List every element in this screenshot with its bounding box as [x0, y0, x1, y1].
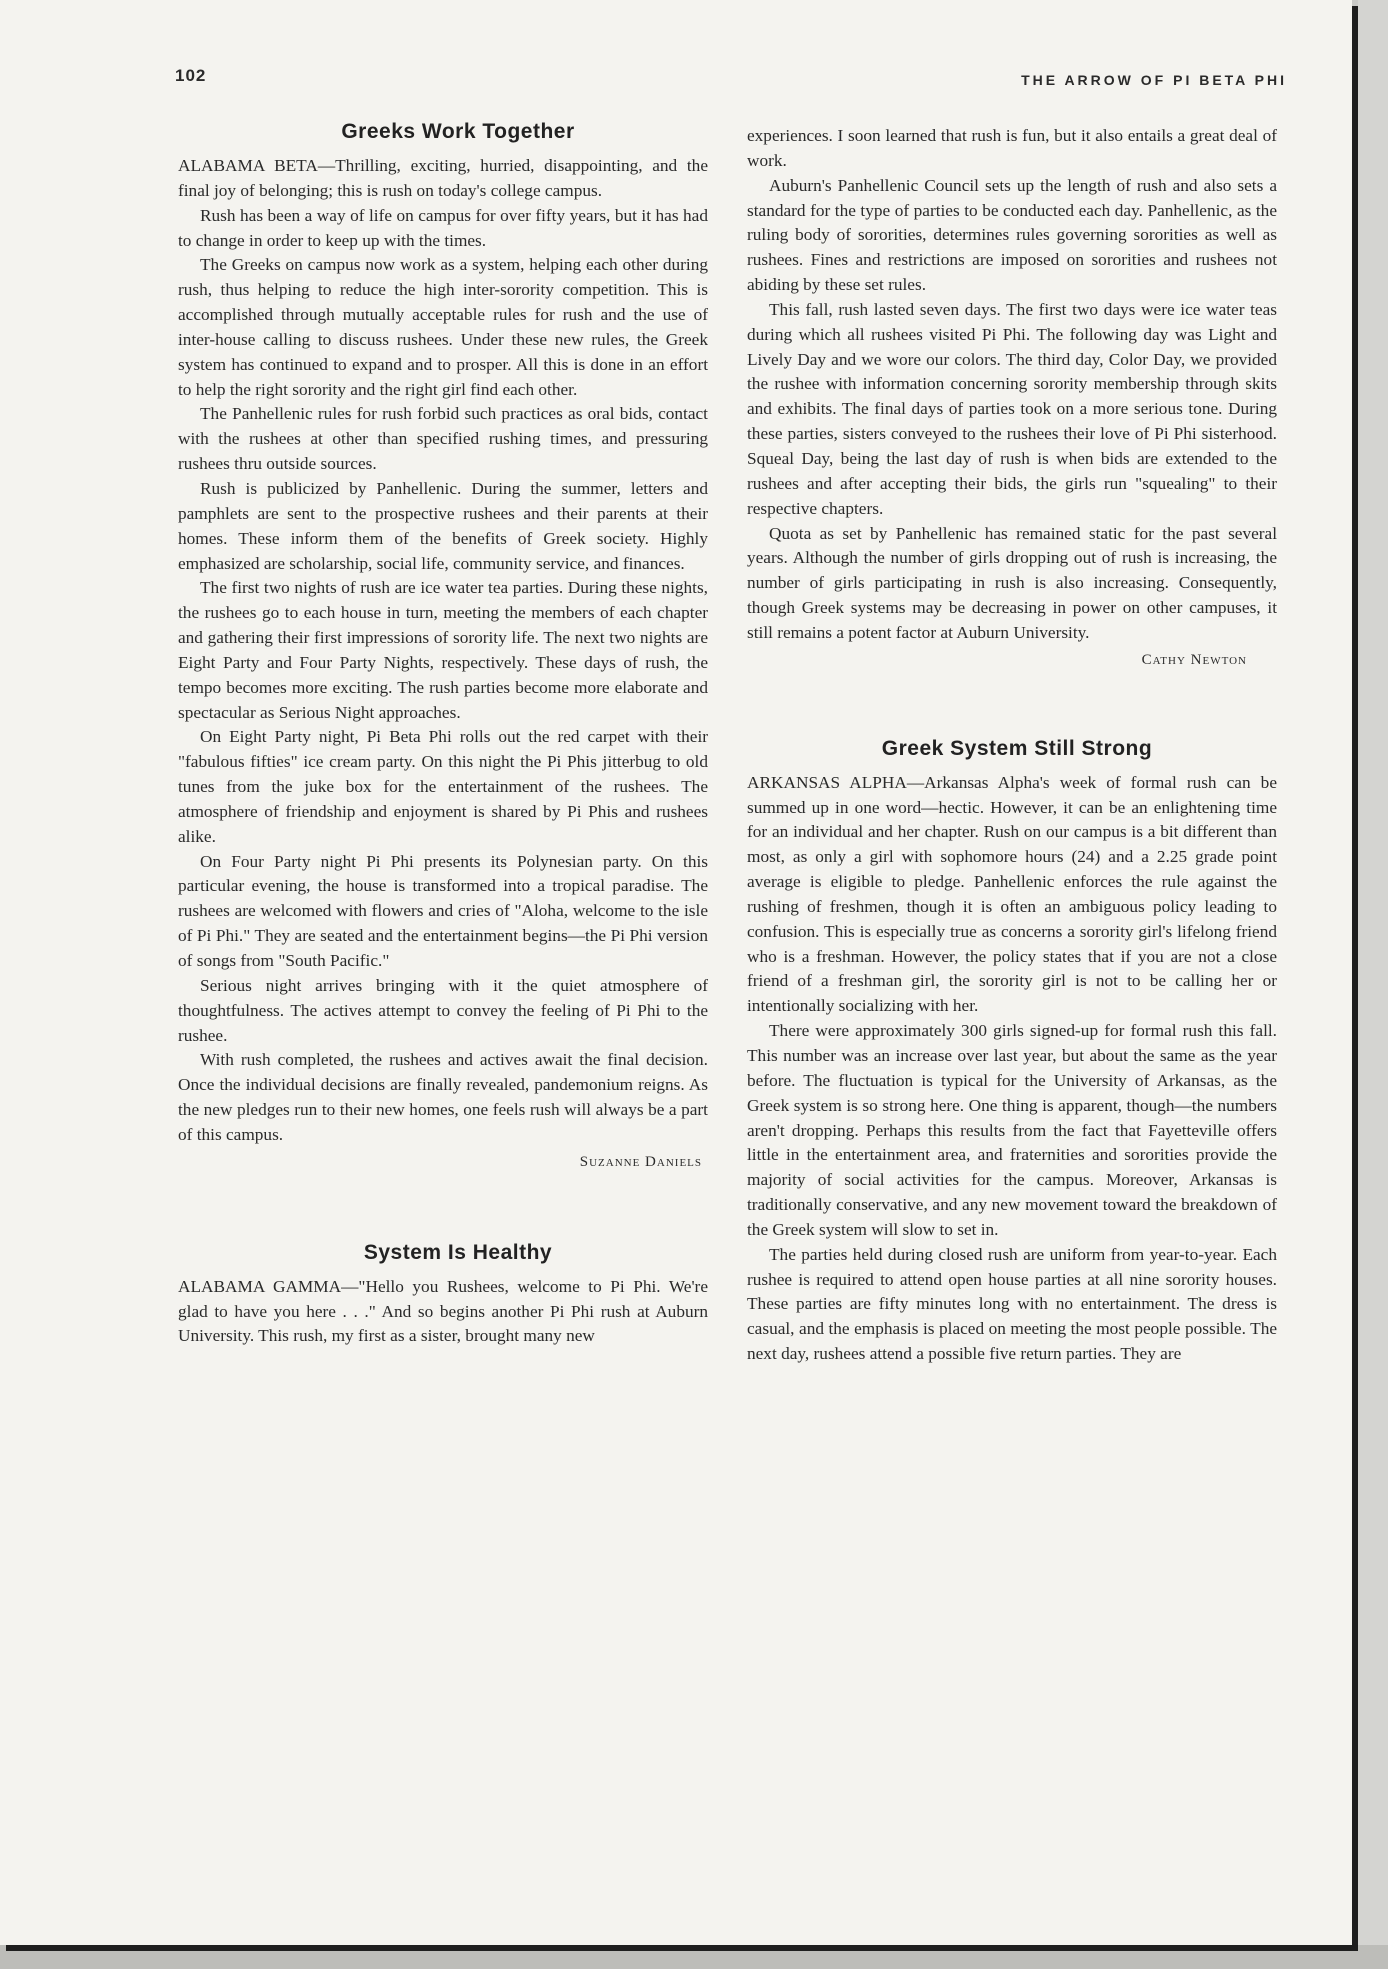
scan-edge-bottom: [0, 1945, 1388, 1969]
scan-edge-right: [1358, 0, 1388, 1969]
running-title: THE ARROW OF PI BETA PHI: [1021, 72, 1287, 88]
article-paragraph: This fall, rush lasted seven days. The first two days were ice water teas during which all rushees visited Pi Phi. The following day was Light and Lively Day and we wore our colors. The third day, Color Day, we provided the rushee with information concerning sorority membership through skits and exhibits. The final days of parties took on a more serious tone. During these parties, sisters conveyed to the rushees their love of Pi Phi sisterhood. Squeal Day, being the last day of rush is when bids are extended to the rushees and after accepting their bids, the girls run "squealing" to their respective chapters.: [747, 299, 1277, 518]
article-paragraph: Auburn's Panhellenic Council sets up the length of rush and also sets a standard for the type of parties to be conducted each day. Panhellenic, as the ruling body of sororities, determines rules governing sororities as well as rushees. Fines and restrictions are imposed on sororities and rushees not abiding by these set rules.: [747, 175, 1277, 295]
section-gap: [178, 1171, 708, 1241]
article-paragraph: The parties held during closed rush are uniform from year-to-year. Each rushee is required to attend open house parties at all nine sorority houses. These parties are fifty minutes long with no entertainment. The dress is casual, and the emphasis is placed on meeting the most people possible. The next day, rushees attend a possible five return parties. They are: [747, 1244, 1277, 1364]
article-paragraph: The Greeks on campus now work as a system, helping each other during rush, thus helping to reduce the high inter-sorority competition. This is accomplished through mutually acceptable rules for rush and the use of inter-house calling to discuss rushees. Under these new rules, the Greek system has continued to expand and to prosper. All this is done in an effort to help the right sorority and the right girl find each other.: [178, 255, 708, 399]
article-title-system-is-healthy: System Is Healthy: [363, 1240, 553, 1264]
author-signature: Suzanne Daniels: [579, 1153, 702, 1170]
article-title-greeks-work-together: Greeks Work Together: [341, 120, 575, 143]
section-gap: [747, 669, 1277, 737]
article-paragraph: Serious night arrives bringing with it the quiet atmosphere of thoughtfulness. The actives attempt to convey the feeling of Pi Phi to the rushee.: [178, 975, 708, 1045]
article-paragraph: On Eight Party night, Pi Beta Phi rolls out the red carpet with their "fabulous fifties" ice cream party. On this night the Pi Phis jitterbug to old tunes from the juke box for the entertainment of the rushees. The atmosphere of friendship and enjoyment is shared by Pi Phis and rushees alike.: [178, 727, 708, 846]
author-signature: Cathy Newton: [1141, 651, 1247, 668]
article-paragraph: There were approximately 300 girls signed-up for formal rush this fall. This number was an increase over last year, but about the same as the year before. The fluctuation is typical for the University of Arkansas, as the Greek system is so strong here. One thing is apparent, though—the numbers aren't dropping. Perhaps this results from the fact that Fayetteville offers little in the entertainment area, and fraternities and sororities provide the majority of social activities for the campus. Moreover, Arkansas is traditionally conservative, and any new movement toward the breakdown of the Greek system will slow to set in.: [747, 1021, 1277, 1239]
right-column: [747, 124, 1277, 1367]
left-column: [178, 120, 708, 1349]
article-paragraph: ALABAMA BETA—Thrilling, exciting, hurried, disappointing, and the final joy of belonging; this is rush on today's college campus.: [178, 156, 708, 200]
article-paragraph: Quota as set by Panhellenic has remained static for the past several years. Although the number of girls dropping out of rush is increasing, the number of girls participating in rush is also increasing. Consequently, though Greek systems may be decreasing in power on other campuses, it still remains a potent factor at Auburn University.: [747, 523, 1277, 642]
article-paragraph: On Four Party night Pi Phi presents its Polynesian party. On this particular evening, the house is transformed into a tropical paradise. The rushees are welcomed with flowers and cries of "Aloha, welcome to the isle of Pi Phi." They are seated and the entertainment begins—the Pi Phi version of songs from "South Pacific.": [178, 851, 708, 970]
article-title-greek-system-still-strong: Greek System Still Strong: [881, 736, 1153, 760]
article-paragraph: The Panhellenic rules for rush forbid such practices as oral bids, contact with the rushees at other than specified rushing times, and pressuring rushees thru outside sources.: [178, 404, 708, 474]
article-paragraph: experiences. I soon learned that rush is fun, but it also entails a great deal of work.: [747, 126, 1277, 170]
article-paragraph: Rush is publicized by Panhellenic. During the summer, letters and pamphlets are sent to the prospective rushees and their parents at their homes. These inform them of the benefits of Greek society. Highly emphasized are scholarship, social life, community service, and finances.: [178, 478, 708, 573]
article-paragraph: ARKANSAS ALPHA—Arkansas Alpha's week of formal rush can be summed up in one word—hectic. However, it can be an enlightening time for an individual and her chapter. Rush on our campus is a bit different than most, as only a girl with sophomore hours (24) and a 2.25 grade point average is eligible to pledge. Panhellenic enforces the rule against the rushing of freshmen, though it is often an ambiguous policy leading to confusion. This is especially true as concerns a sorority girl's lifelong friend who is a freshman. However, the policy states that if you are not a close friend of a freshman girl, the sorority girl is not to be calling her or intentionally socializing with her.: [747, 772, 1277, 1016]
article-paragraph: The first two nights of rush are ice water tea parties. During these nights, the rushees go to each house in turn, meeting the members of each chapter and gathering their first impressions of sorority life. The next two nights are Eight Party and Four Party Nights, respectively. These days of rush, the tempo becomes more exciting. The rush parties become more elaborate and spectacular as Serious Night approaches.: [178, 578, 708, 722]
article-paragraph: With rush completed, the rushees and actives await the final decision. Once the individual decisions are finally revealed, pandemonium reigns. As the new pledges run to their new homes, one feels rush will always be a part of this campus.: [178, 1050, 708, 1144]
article-paragraph: ALABAMA GAMMA—"Hello you Rushees, welcome to Pi Phi. We're glad to have you here . . ." And so begins another Pi Phi rush at Auburn University. This rush, my first as a sister, brought many new: [178, 1276, 708, 1346]
page-number: 102: [175, 66, 207, 85]
article-paragraph: Rush has been a way of life on campus for over fifty years, but it has had to change in order to keep up with the times.: [178, 205, 708, 250]
